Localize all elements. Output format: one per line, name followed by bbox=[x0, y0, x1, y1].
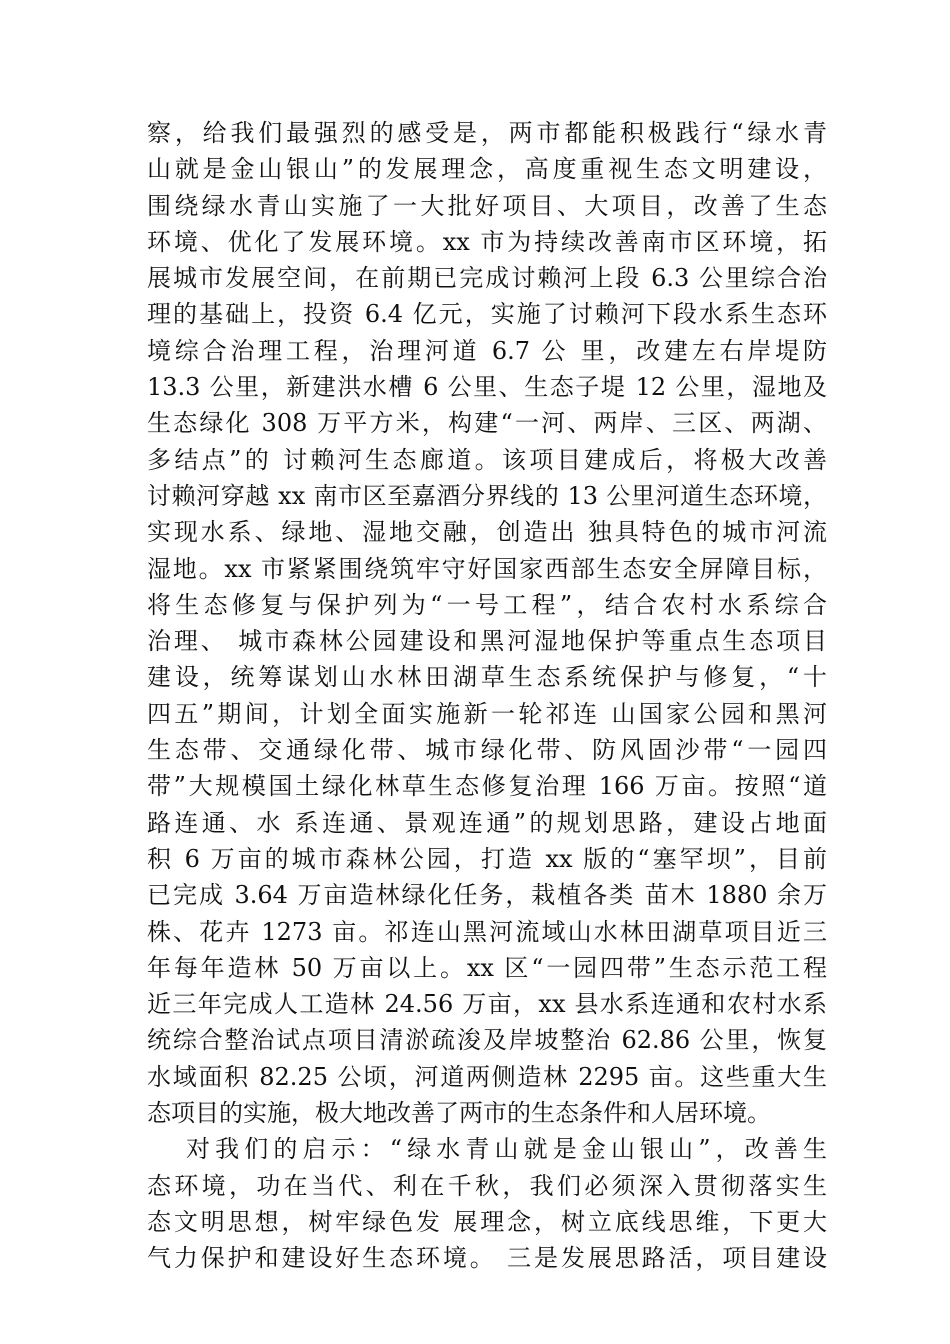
text-line: 理的基础上，投资 6.4 亿元，实施了讨赖河下段水系生态环 bbox=[147, 300, 827, 329]
text-line: 展城市发展空间，在前期已完成讨赖河上段 6.3 公里综合治 bbox=[147, 264, 827, 293]
text-line: 四五”期间，计划全面实施新一轮祁连 山国家公园和黑河 bbox=[147, 699, 827, 728]
text-line: 察，给我们最强烈的感受是，两市都能积极践行“绿水青 bbox=[147, 119, 827, 147]
body-text bbox=[147, 115, 827, 1277]
text-line: 建设，统筹谋划山水林田湖草生态系统保护与修复，“十 bbox=[147, 663, 827, 692]
text-line: 水域面积 82.25 公顷，河道两侧造林 2295 亩。这些重大生 bbox=[147, 1062, 827, 1091]
text-line: 境综合治理工程，治理河道 6.7 公 里，改建左右岸堤防 bbox=[147, 336, 827, 365]
text-line: 生态带、交通绿化带、城市绿化带、防风固沙带“一园四 bbox=[147, 736, 827, 765]
text-line: 态文明思想，树牢绿色发 展理念，树立底线思维，下更大 bbox=[147, 1207, 827, 1236]
text-line: 生态绿化 308 万平方米，构建“一河、两岸、三区、两湖、 bbox=[147, 409, 827, 438]
text-line: 态项目的实施，极大地改善了两市的生态条件和人居环境。 bbox=[147, 1099, 771, 1128]
text-line: 将生态修复与保护列为“一号工程”，结合农村水系综合 bbox=[147, 590, 827, 619]
text-line: 气力保护和建设好生态环境。 三是发展思路活，项目建设 bbox=[147, 1244, 827, 1273]
text-line: 统综合整治试点项目清淤疏浚及岸坡整治 62.86 公里，恢复 bbox=[147, 1026, 827, 1055]
text-line: 带”大规模国土绿化林草生态修复治理 166 万亩。按照“道 bbox=[147, 772, 827, 801]
text-line: 株、花卉 1273 亩。祁连山黑河流域山水林田湖草项目近三 bbox=[147, 917, 827, 946]
text-line: 年每年造林 50 万亩以上。xx 区“一园四带”生态示范工程 bbox=[147, 953, 827, 982]
paragraph-1 bbox=[147, 115, 827, 1131]
text-line: 环境、优化了发展环境。xx 市为持续改善南市区环境，拓 bbox=[147, 227, 827, 256]
text-line: 13.3 公里，新建洪水槽 6 公里、生态子堤 12 公里，湿地及 bbox=[147, 373, 827, 402]
text-line: 近三年完成人工造林 24.56 万亩，xx 县水系连通和农村水系 bbox=[147, 990, 827, 1019]
text-line: 已完成 3.64 万亩造林绿化任务，栽植各类 苗木 1880 余万 bbox=[147, 881, 827, 910]
text-line: 围绕绿水青山实施了一大批好项目、大项目，改善了生态 bbox=[147, 191, 827, 220]
text-line: 山就是金山银山”的发展理念，高度重视生态文明建设， bbox=[147, 155, 827, 184]
text-line: 积 6 万亩的城市森林公园，打造 xx 版的“塞罕坝”，目前 bbox=[147, 844, 827, 873]
text-line: 对我们的启示：“绿水青山就是金山银山”，改善生 bbox=[186, 1135, 827, 1164]
text-line: 湿地。xx 市紧紧围绕筑牢守好国家西部生态安全屏障目标， bbox=[147, 554, 827, 583]
text-line: 态环境，功在当代、利在千秋，我们必须深入贯彻落实生 bbox=[147, 1171, 827, 1200]
text-line: 实现水系、绿地、湿地交融，创造出 独具特色的城市河流 bbox=[147, 518, 827, 547]
text-line: 多结点”的 讨赖河生态廊道。该项目建成后，将极大改善 bbox=[147, 445, 827, 474]
text-line: 讨赖河穿越 xx 南市区至嘉酒分界线的 13 公里河道生态环境， bbox=[147, 481, 827, 510]
text-line: 路连通、水 系连通、景观连通”的规划思路，建设占地面 bbox=[147, 808, 827, 837]
text-line: 治理、 城市森林公园建设和黑河湿地保护等重点生态项目 bbox=[147, 627, 827, 656]
paragraph-2 bbox=[147, 1131, 827, 1276]
